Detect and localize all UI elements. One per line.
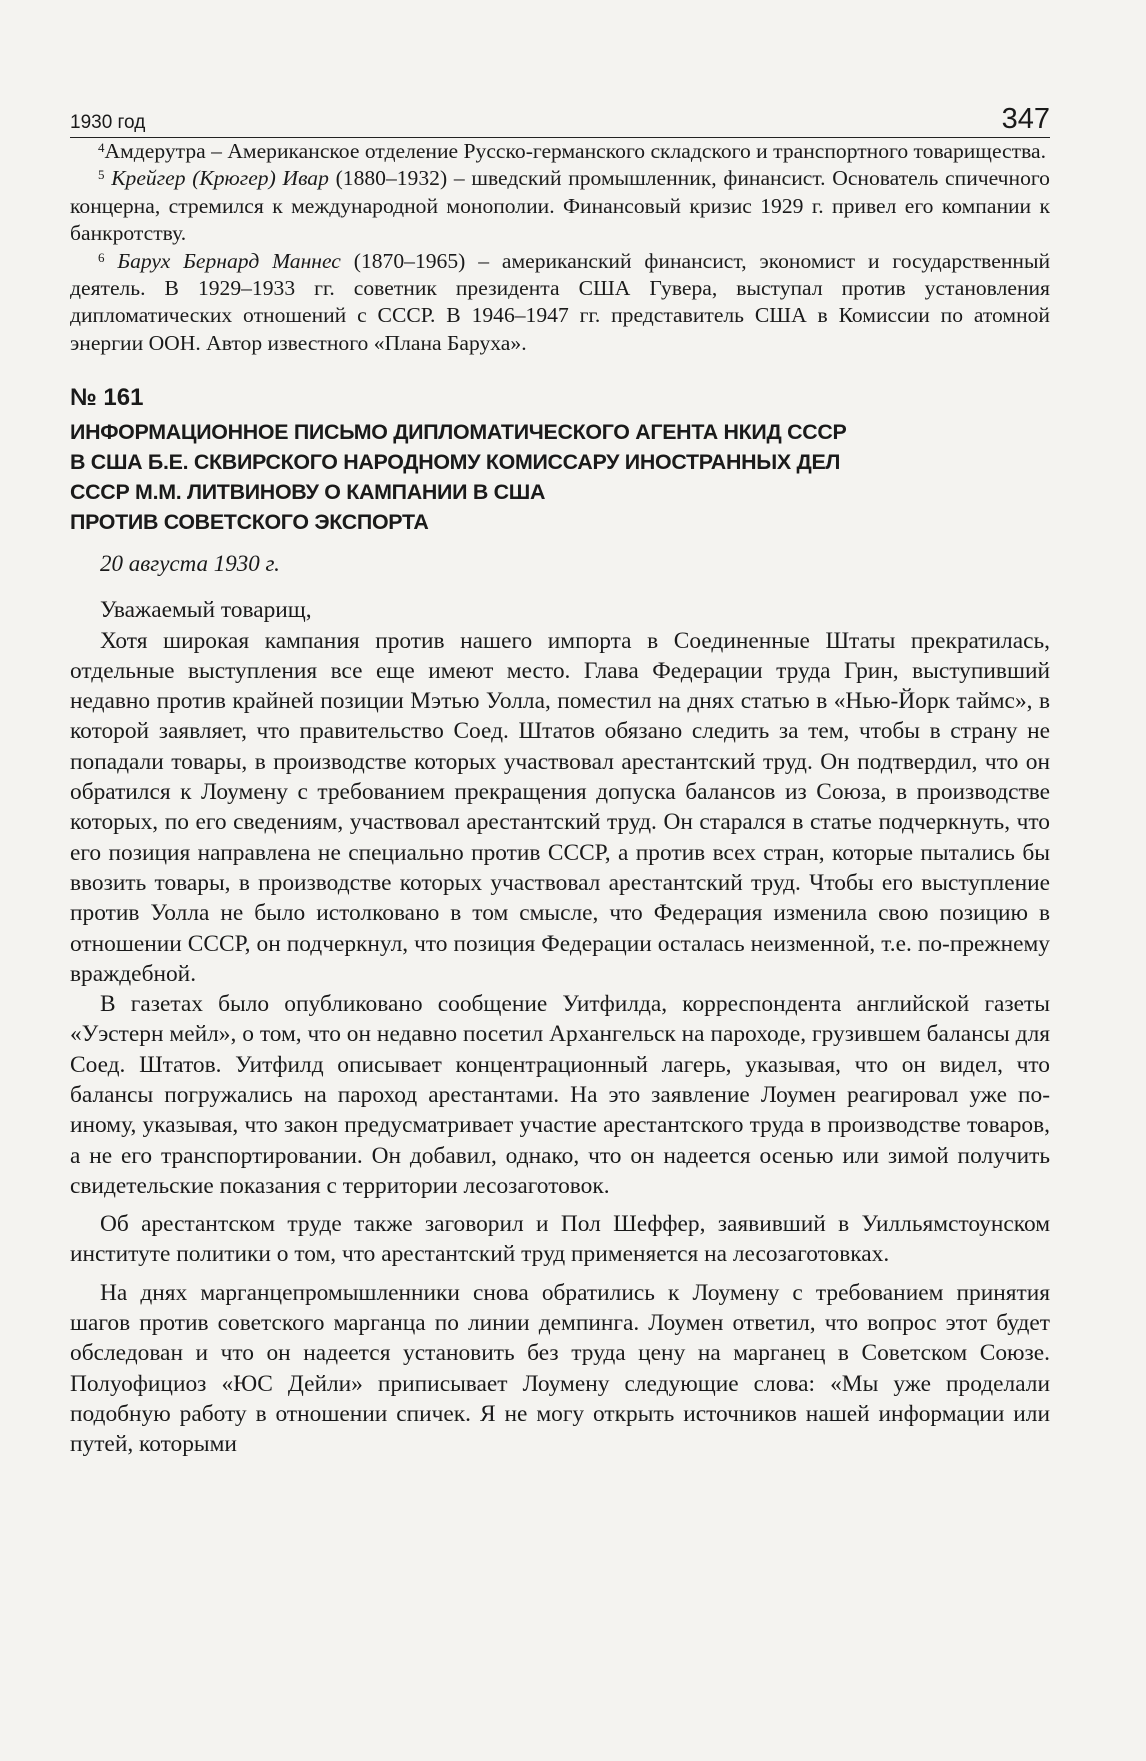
paragraph: Хотя широкая кампания против нашего импорта в Соединенные Штаты прекратилась, отдельные выступления все еще имеют место. Глава Федерации труда Грин, выступивший недавно против крайней позиции Мэтью Уолла, поместил на днях статью в «Нью-Йорк таймс», в которой заявляет, что правительство Соед. Штатов обязано следить за тем, чтобы в страну не попадали товары, в производстве которых участвовал арестантский труд. Он подтвердил, что он обратился к Лоумену с требованием прекращения допуска балансов из Союза, в производстве которых, по его сведениям, участвовал арестантский труд. Он старался в статье подчеркнуть, что его позиция направлена не специально против СССР, а против всех стран, которые пытались бы ввозить товары, в производстве которых участвовал арестантский труд. Чтобы его выступление против Уолла не было истолковано в том смысле, что Федерация изменила свою позицию в отношении СССР, он подчеркнул, что позиция Федерации осталась неизменной, т.е. по-прежнему враждебной. xyxy=(70,627,1050,987)
page-number: 347 xyxy=(1001,103,1050,135)
footnote-mark: 6 xyxy=(98,249,105,265)
document-title-line: СССР М.М. ЛИТВИНОВУ О КАМПАНИИ В США xyxy=(70,480,546,505)
salutation: Уважаемый товарищ, xyxy=(100,597,312,624)
footnote-person-name: Крейгер (Крюгер) Ивар xyxy=(111,166,329,191)
footnotes xyxy=(70,138,1050,357)
footnote-mark: 4 xyxy=(98,140,105,155)
footnote-text: (1880–1932) – шведский промышленник, финансист. Основатель спичечного концерна, стремился к международной монополии. Финансовый кризис 1929 г. привел его компании к банкротству. xyxy=(70,166,1050,246)
footnote-text: Амдерутра – Американское отделение Русско-германского складского и транспортного товарищества. xyxy=(104,139,1046,163)
book-page xyxy=(70,100,1050,1740)
footnote-text: (1870–1965) – американский финансист, экономист и государственный деятель. В 1929–1933 гг. советник президента США Гувера, выступал против установления дипломатических отношений с СССР. В 1946–1947 гг. представитель США в Комиссии по атомной энергии ООН. Автор известного «Плана Баруха». xyxy=(70,248,1050,355)
document-title-line: ИНФОРМАЦИОННОЕ ПИСЬМО ДИПЛОМАТИЧЕСКОГО АГЕНТА НКИД СССР xyxy=(70,420,847,445)
footnote-4 xyxy=(70,138,1050,165)
footnote-6 xyxy=(70,248,1050,358)
footnote-person-name: Барух Бернард Маннес xyxy=(117,248,341,273)
paragraph: На днях марганцепромышленники снова обратились к Лоумену с требованием принятия шагов против советского марганца по линии демпинга. Лоумен ответил, что вопрос этот будет обследован и что он надеется установить без труда цену на марганец в Советском Союзе. Полуофициоз «ЮС Дейли» приписывает Лоумену следующие слова: «Мы уже проделали подобную работу в отношении спичек. Я не могу открыть источников нашей информации или путей, которыми xyxy=(70,1279,1050,1458)
document-title xyxy=(70,417,1050,537)
running-title: 1930 год xyxy=(70,112,146,133)
paragraph: В газетах было опубликовано сообщение Уитфилда, корреспондента английской газеты «Уэстерн мейл», о том, что он недавно посетил Архангельск на пароходе, грузившем балансы для Соед. Штатов. Уитфилд описывает концентрационный лагерь, указывая, что он видел, что балансы погружались на пароход арестантами. На это заявление Лоумен реагировал уже по-иному, указывая, что закон предусматривает участие арестантского труда в производстве товаров, а не его транспортировании. Он добавил, однако, что он надеется осенью или зимой получить свидетельские показания с территории лесозаготовок. xyxy=(70,991,1050,1199)
document-body xyxy=(70,595,1050,1459)
footnote-5 xyxy=(70,165,1050,247)
document-title-line: В США Б.Е. СКВИРСКОГО НАРОДНОМУ КОМИССАРУ ИНОСТРАННЫХ ДЕЛ xyxy=(70,450,841,475)
running-head xyxy=(70,100,1050,138)
document-title-line: ПРОТИВ СОВЕТСКОГО ЭКСПОРТА xyxy=(70,510,429,535)
document-date: 20 августа 1930 г. xyxy=(100,551,280,577)
footnote-mark: 5 xyxy=(98,167,105,183)
paragraph: Об арестантском труде также заговорил и Пол Шеффер, заявивший в Уилльямстоунском институте политики о том, что арестантский труд применяется на лесозаготовках. xyxy=(70,1211,1050,1268)
document-number: № 161 xyxy=(70,384,144,412)
